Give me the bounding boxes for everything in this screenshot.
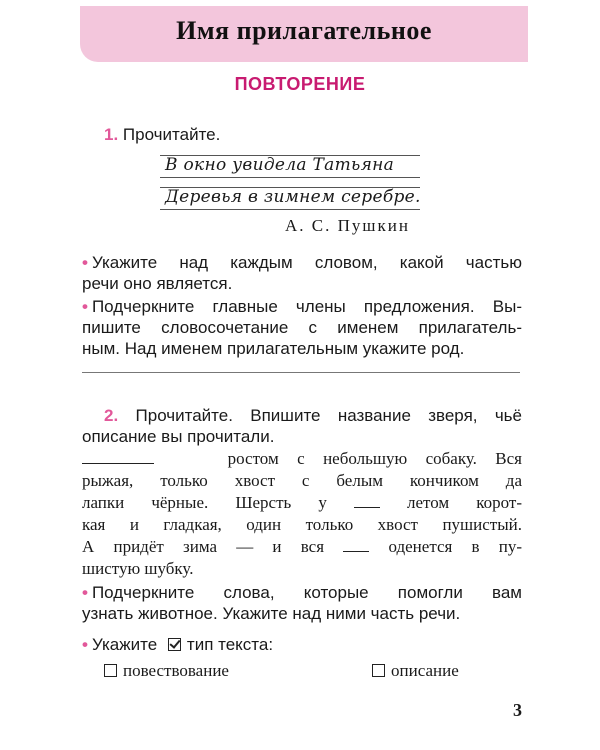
bullet-icon: • — [82, 583, 88, 602]
task-text: Укажите — [91, 635, 158, 654]
bullet-icon: • — [82, 635, 88, 654]
story-text: рыжая, только хвост с белым кончиком да — [82, 471, 522, 490]
task-text: Подчеркните слова, которые помогли вам — [91, 583, 522, 602]
exercise-2-instruction: описание вы прочитали. — [82, 427, 275, 446]
story-text: летом корот- — [406, 493, 522, 512]
page-title: Имя прилагательное — [176, 16, 432, 45]
story-text: шистую шубку. — [82, 559, 194, 578]
option-description-checkbox[interactable] — [372, 664, 385, 677]
handwriting-guide-line — [160, 177, 420, 178]
story-text: кая и гладкая, один только хвост пушистый. — [82, 515, 522, 534]
task-text: Укажите над каждым словом, какой частью — [91, 253, 522, 272]
exercise-1-task-1 — [82, 252, 522, 294]
task-text: тип текста: — [186, 635, 274, 654]
task-text: узнать животное. Укажите над ними часть речи. — [82, 604, 461, 623]
bullet-icon: • — [82, 253, 88, 272]
story-text: лапки чёрные. Шерсть у — [82, 493, 327, 512]
story-text: ростом с небольшую собаку. Вся — [227, 449, 523, 468]
answer-blank[interactable] — [354, 495, 380, 508]
poem-line-2: Деревья в зимнем серебре. — [165, 187, 421, 207]
handwriting-guide-line — [160, 209, 420, 210]
option-narration-checkbox[interactable] — [104, 664, 117, 677]
poem-line-1: В окно увидела Татьяна — [165, 155, 395, 175]
chapter-banner — [80, 6, 528, 62]
task-text: речи оно является. — [82, 274, 233, 293]
task-text: ным. Над именем прилагательным укажите род. — [82, 339, 465, 358]
story-text: оденется в пу- — [388, 537, 523, 556]
exercise-1-task-2 — [82, 296, 522, 359]
answer-blank[interactable] — [343, 539, 369, 552]
exercise-1-number: 1. — [104, 125, 119, 144]
exercise-2-instruction: Прочитайте. Впишите название зверя, чьё — [135, 406, 522, 425]
option-narration — [104, 661, 229, 681]
animal-description — [82, 448, 522, 580]
exercise-2-number: 2. — [104, 406, 119, 425]
answer-line[interactable] — [82, 372, 520, 373]
section-heading: ПОВТОРЕНИЕ — [234, 74, 366, 94]
exercise-2-task-1 — [82, 582, 522, 624]
option-narration-label: повествование — [123, 661, 229, 680]
answer-blank[interactable] — [82, 451, 154, 464]
bullet-icon: • — [82, 297, 88, 316]
story-text: А придёт зима — и вся — [82, 537, 325, 556]
exercise-1-instruction: Прочитайте. — [122, 125, 221, 144]
poem-author: А. С. Пушкин — [285, 216, 410, 235]
option-description-label: описание — [391, 661, 459, 680]
option-description — [372, 661, 459, 681]
page-number: 3 — [513, 700, 522, 720]
exercise-2-heading — [104, 405, 522, 426]
exercise-2-task-2 — [82, 634, 273, 656]
exercise-2-instruction-cont — [82, 426, 522, 447]
task-text: пишите словосочетание с именем прилагатель- — [82, 318, 522, 337]
exercise-1-heading — [104, 124, 220, 146]
task-text: Подчеркните главные члены предложения. Вы- — [91, 297, 522, 316]
checked-box-icon — [168, 638, 181, 651]
